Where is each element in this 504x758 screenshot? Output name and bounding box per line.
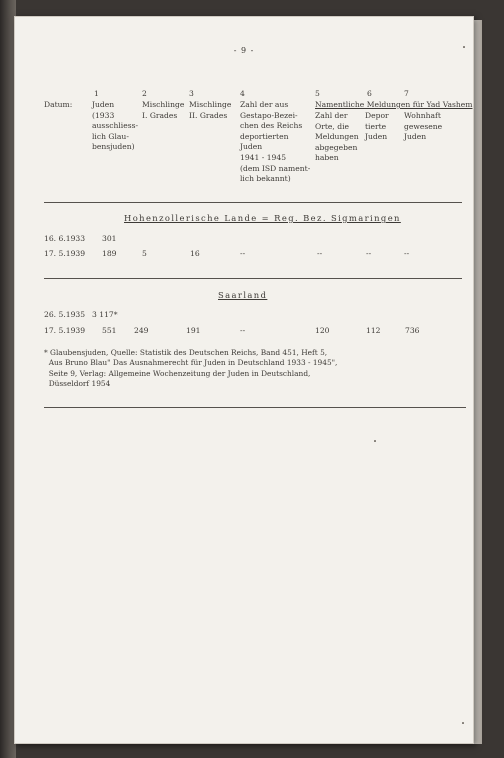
row-cell-wohnhaft: -- [404, 249, 410, 258]
divider-line [44, 407, 466, 408]
row-cell-mischlinge-2: 191 [186, 326, 201, 335]
paper-speck [463, 46, 465, 48]
row-cell-deportierte: 112 [366, 326, 381, 335]
col-number-2: 2 [142, 89, 147, 98]
header-col5: Zahl der Orte, die Meldungen abgegeben haben [315, 111, 359, 163]
col-number-7: 7 [404, 89, 409, 98]
header-col1: Juden (1933 ausschliess- lich Glau- bensjuden) [92, 100, 139, 152]
header-col7: Wohnhaft gewesene Juden [404, 111, 443, 142]
paper-speck [462, 722, 464, 724]
row-cell-juden: 189 [102, 249, 117, 258]
divider-line [44, 202, 462, 203]
col-number-5: 5 [315, 89, 320, 98]
section-title-hohenzollern: Hohenzollerische Lande = Reg. Bez. Sigmaringen [124, 213, 401, 223]
header-col6: Depor tierte Juden [365, 111, 389, 142]
row-cell-deportierte: -- [366, 249, 372, 258]
section-title-saarland: Saarland [218, 290, 268, 300]
header-col2: Mischlinge I. Grades [142, 100, 185, 120]
row-date: 26. 5.1935 [44, 310, 86, 319]
row-cell-deportierte-gestapo: -- [240, 249, 246, 258]
col-number-3: 3 [189, 89, 194, 98]
col-number-4: 4 [240, 89, 245, 98]
row-date: 17. 5.1939 [44, 249, 86, 258]
row-date: 16. 6.1933 [44, 234, 86, 243]
row-date: 17. 5.1939 [44, 326, 86, 335]
row-cell-mischlinge-2: 16 [190, 249, 200, 258]
footnote: * Glaubensjuden, Quelle: Statistik des Deutschen Reichs, Band 451, Heft 5, Aus Bruno Blau" Das Ausnahmerecht für Juden in Deutschland 1933 - 1945", Seite 9, Verlag: Allgemeine Wochenzeitung der Juden in Deutschland, Düsseldorf 1954 [44, 348, 338, 389]
header-col4: Zahl der aus Gestapo-Bezei- chen des Reichs deportierten Juden 1941 - 1945 (dem ISD nament- lich bekannt) [240, 100, 311, 184]
datum-label: Datum: [44, 100, 73, 109]
document-page [14, 16, 474, 744]
page-edge [474, 20, 482, 744]
divider-line [44, 278, 462, 279]
yad-vashem-span-title: Namentliche Meldungen für Yad Vashem [315, 100, 473, 109]
col-number-1: 1 [94, 89, 99, 98]
row-cell-orte: -- [317, 249, 323, 258]
row-cell-deportierte-gestapo: -- [240, 326, 246, 335]
page-number: - 9 - [233, 46, 255, 55]
row-cell-juden: 301 [102, 234, 117, 243]
header-col3: Mischlinge II. Grades [189, 100, 232, 120]
paper-speck [374, 440, 376, 442]
row-cell-orte: 120 [315, 326, 330, 335]
row-cell-wohnhaft: 736 [405, 326, 420, 335]
row-cell-mischlinge-1: 249 [134, 326, 149, 335]
row-cell-mischlinge-1: 5 [142, 249, 147, 258]
col-number-6: 6 [367, 89, 372, 98]
row-cell-juden: 551 [102, 326, 117, 335]
row-cell-juden: 3 117* [92, 310, 118, 319]
